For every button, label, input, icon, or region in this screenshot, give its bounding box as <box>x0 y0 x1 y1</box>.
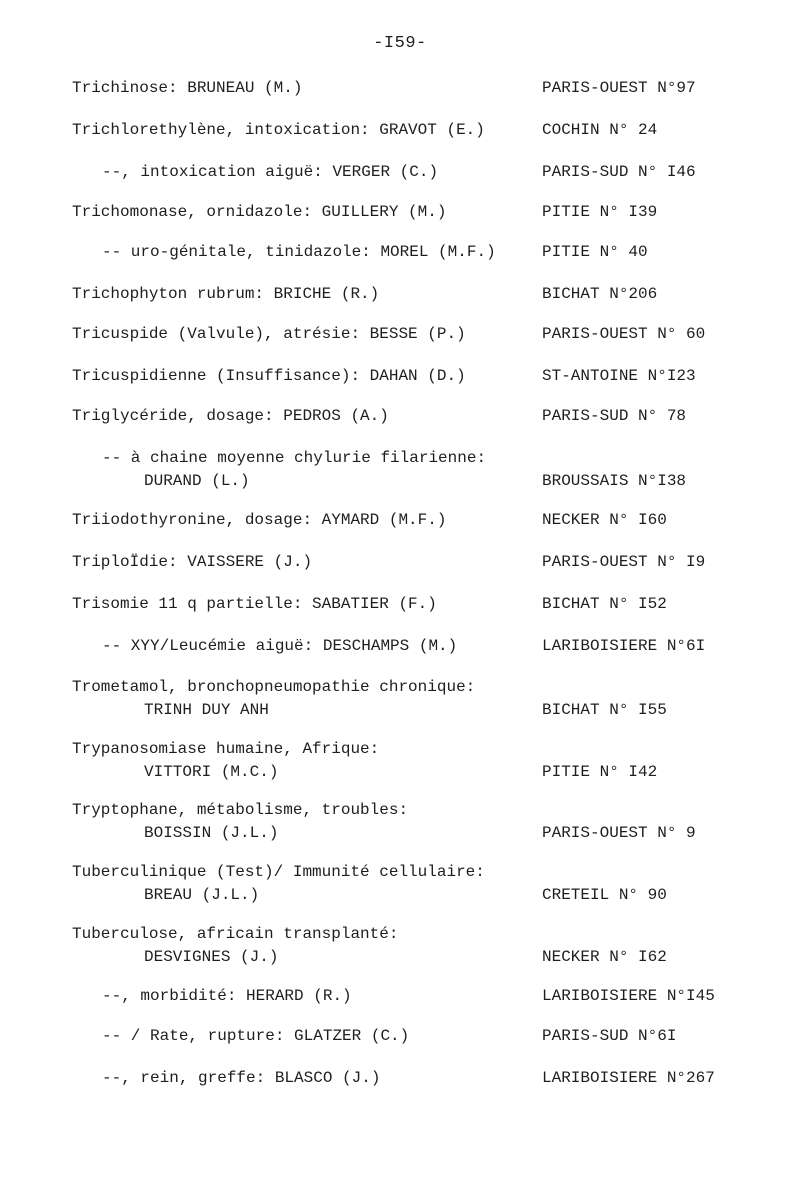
entry-label: Tricuspidienne (Insuffisance): DAHAN (D.) <box>72 367 466 385</box>
entry-reference: NECKER N° I62 <box>542 948 667 966</box>
entry-author: VITTORI (M.C.) <box>144 763 279 781</box>
entry-label: Trisomie 11 q partielle: SABATIER (F.) <box>72 595 437 613</box>
entry-reference: NECKER N° I60 <box>542 511 667 529</box>
entry-reference: BICHAT N°206 <box>542 285 658 303</box>
entry-author: BREAU (J.L.) <box>144 886 260 904</box>
entry-reference: PARIS-SUD N° 78 <box>542 407 687 425</box>
entry-reference: LARIBOISIERE N°6I <box>542 637 706 655</box>
entry-reference: PARIS-OUEST N° 60 <box>542 325 706 343</box>
entry-reference: PARIS-SUD N°6I <box>542 1027 677 1045</box>
entry-label: -- XYY/Leucémie aiguë: DESCHAMPS (M.) <box>102 637 458 655</box>
entry-reference: PARIS-OUEST N° 9 <box>542 824 696 842</box>
entry-reference: ST-ANTOINE N°I23 <box>542 367 696 385</box>
entry-label: -- / Rate, rupture: GLATZER (C.) <box>102 1027 410 1045</box>
entry-label: Trichomonase, ornidazole: GUILLERY (M.) <box>72 203 447 221</box>
entry-reference: LARIBOISIERE N°267 <box>542 1069 715 1087</box>
entry-reference: PARIS-OUEST N°97 <box>542 79 696 97</box>
entry-label: Trypanosomiase humaine, Afrique: <box>72 740 380 758</box>
entry-label: --, intoxication aiguë: VERGER (C.) <box>102 163 439 181</box>
page-number: -I59- <box>373 34 427 53</box>
entry-label: Triglycéride, dosage: PEDROS (A.) <box>72 407 389 425</box>
entry-label: Tryptophane, métabolisme, troubles: <box>72 801 409 819</box>
entry-reference: CRETEIL N° 90 <box>542 886 667 904</box>
entry-reference: BICHAT N° I52 <box>542 595 667 613</box>
entry-label: Tuberculose, africain transplanté: <box>72 925 399 943</box>
entry-reference: COCHIN N° 24 <box>542 121 658 139</box>
entry-label: TriploÏdie: VAISSERE (J.) <box>72 553 313 571</box>
entry-reference: PITIE N° I42 <box>542 763 658 781</box>
entry-author: DESVIGNES (J.) <box>144 948 279 966</box>
entry-reference: PITIE N° I39 <box>542 203 658 221</box>
entry-label: Triiodothyronine, dosage: AYMARD (M.F.) <box>72 511 447 529</box>
entry-reference: PITIE N° 40 <box>542 243 648 261</box>
entry-label: -- uro-génitale, tinidazole: MOREL (M.F.) <box>102 243 496 261</box>
entry-author: TRINH DUY ANH <box>144 701 269 719</box>
entry-label: -- à chaine moyenne chylurie filarienne: <box>102 449 487 467</box>
entry-label: Tricuspide (Valvule), atrésie: BESSE (P.) <box>72 325 466 343</box>
entry-reference: LARIBOISIERE N°I45 <box>542 987 715 1005</box>
entry-label: Trichophyton rubrum: BRICHE (R.) <box>72 285 380 303</box>
entry-label: Trometamol, bronchopneumopathie chronique: <box>72 678 476 696</box>
entry-label: Trichinose: BRUNEAU (M.) <box>72 79 303 97</box>
entry-label: Tuberculinique (Test)/ Immunité cellulaire: <box>72 863 485 881</box>
entry-label: Trichlorethylène, intoxication: GRAVOT (E.) <box>72 121 485 139</box>
entry-reference: BROUSSAIS N°I38 <box>542 472 687 490</box>
entry-label: --, morbidité: HERARD (R.) <box>102 987 352 1005</box>
entry-reference: PARIS-SUD N° I46 <box>542 163 696 181</box>
entry-reference: PARIS-OUEST N° I9 <box>542 553 706 571</box>
entry-author: DURAND (L.) <box>144 472 250 490</box>
entry-reference: BICHAT N° I55 <box>542 701 667 719</box>
entry-author: BOISSIN (J.L.) <box>144 824 279 842</box>
entry-label: --, rein, greffe: BLASCO (J.) <box>102 1069 381 1087</box>
